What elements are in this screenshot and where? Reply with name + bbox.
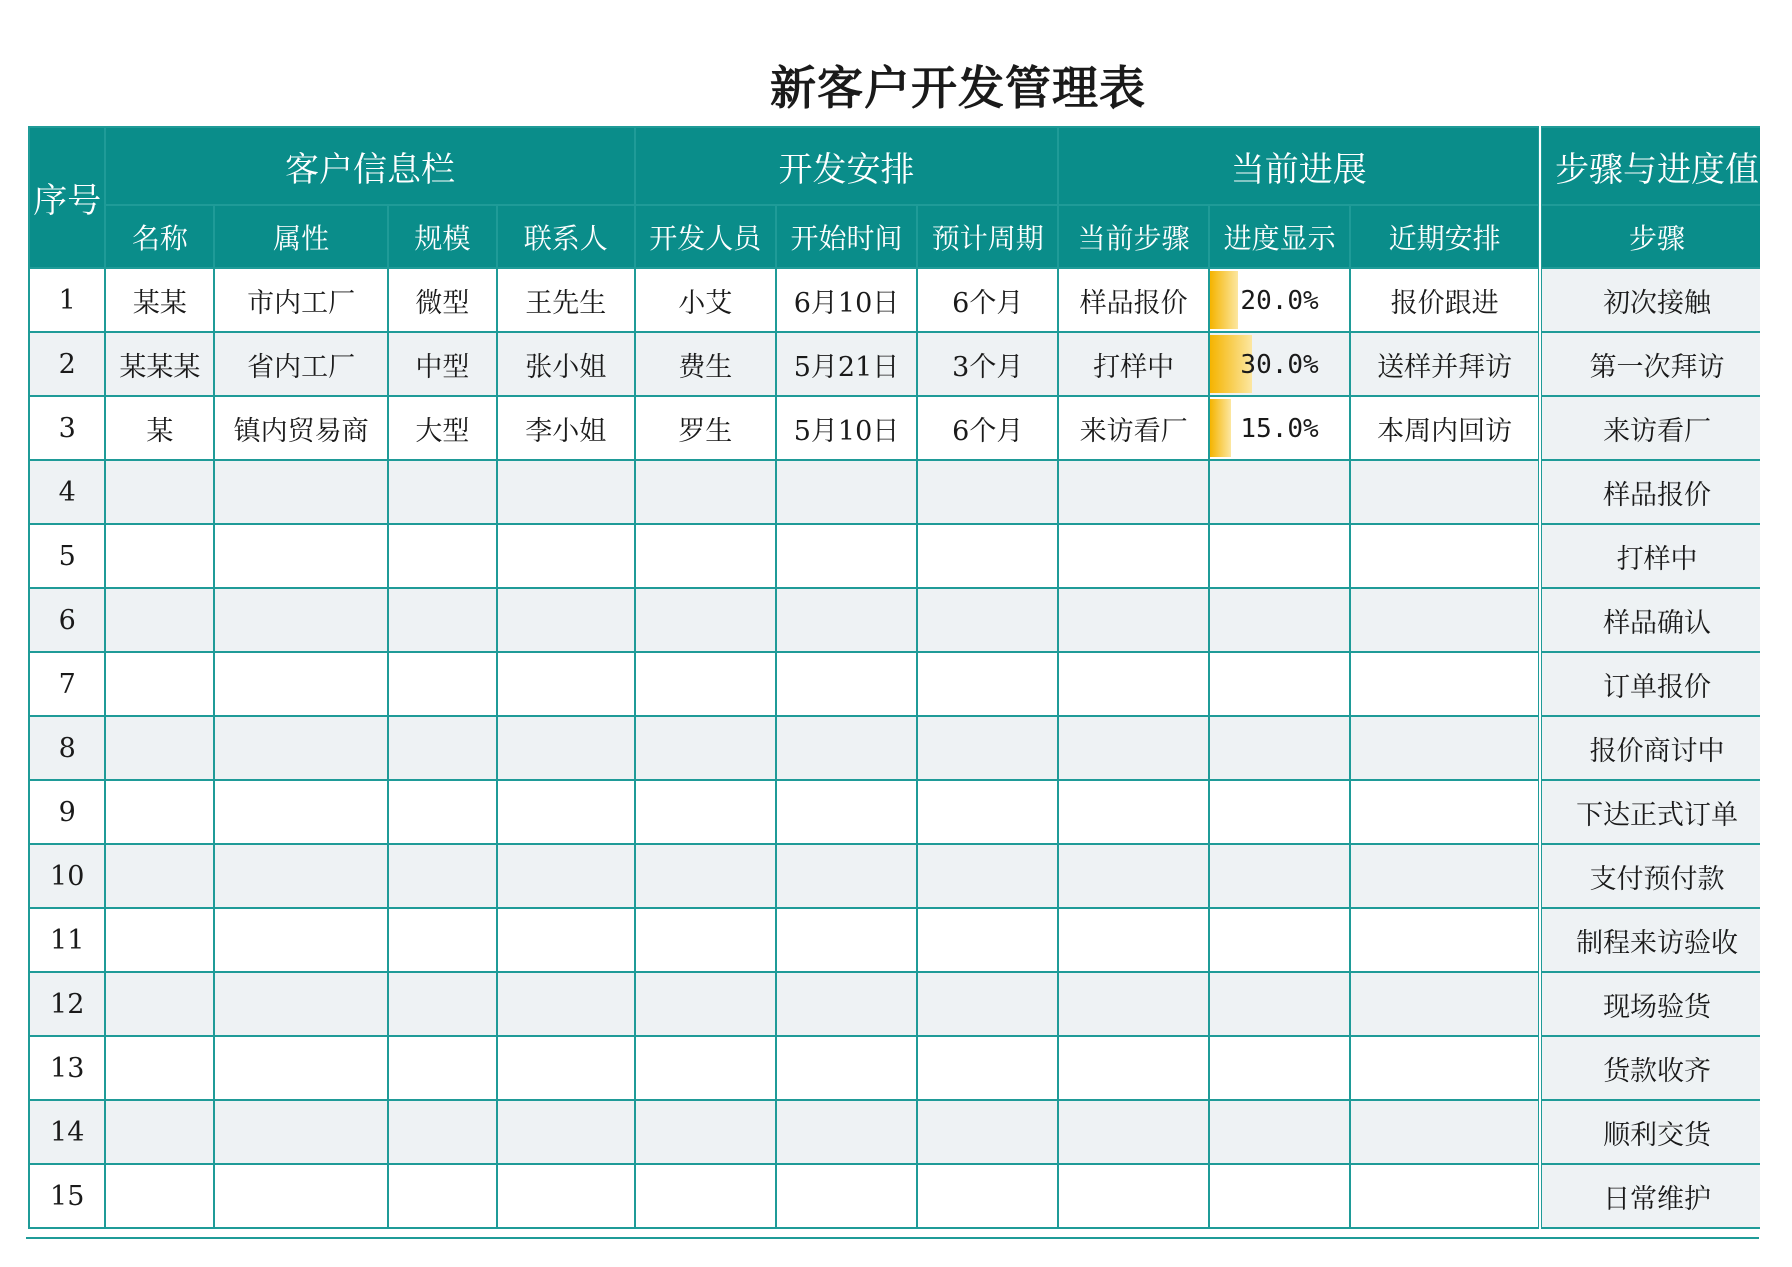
header-contact: 联系人 <box>497 205 635 268</box>
cell-attribute[interactable]: 市内工厂 <box>214 268 388 332</box>
cell-seq[interactable]: 5 <box>29 524 105 588</box>
cell-step[interactable]: 来访看厂 <box>1540 396 1760 460</box>
cell-attribute[interactable] <box>214 460 388 524</box>
cell-current-step[interactable] <box>1058 1036 1209 1100</box>
cell-contact[interactable] <box>497 524 635 588</box>
cell-attribute[interactable]: 镇内贸易商 <box>214 396 388 460</box>
header-step: 步骤 <box>1540 205 1760 268</box>
table-row <box>29 588 1760 652</box>
table-row <box>29 396 1760 460</box>
cell-contact[interactable] <box>497 588 635 652</box>
cell-attribute[interactable] <box>214 844 388 908</box>
cell-progress-display[interactable] <box>1209 268 1350 332</box>
cell-start-time[interactable] <box>776 908 917 972</box>
header-scale: 规模 <box>388 205 497 268</box>
cell-developer[interactable] <box>635 972 776 1036</box>
cell-scale[interactable] <box>388 588 497 652</box>
cell-cycle[interactable] <box>917 588 1058 652</box>
cell-recent-plan[interactable]: 报价跟进 <box>1350 268 1540 332</box>
cell-developer[interactable] <box>635 524 776 588</box>
cell-cycle[interactable] <box>917 524 1058 588</box>
cell-step[interactable]: 制程来访验收 <box>1540 908 1760 972</box>
header-group-progress: 当前进展 <box>1058 127 1540 205</box>
cell-start-time[interactable] <box>776 460 917 524</box>
cell-recent-plan[interactable] <box>1350 1100 1540 1164</box>
cell-step[interactable]: 下达正式订单 <box>1540 780 1760 844</box>
cell-current-step[interactable]: 打样中 <box>1058 332 1209 396</box>
header-developer: 开发人员 <box>635 205 776 268</box>
cell-scale[interactable] <box>388 908 497 972</box>
cell-seq[interactable]: 14 <box>29 1100 105 1164</box>
cell-contact[interactable]: 李小姐 <box>497 396 635 460</box>
cell-developer[interactable] <box>635 460 776 524</box>
cell-seq[interactable]: 8 <box>29 716 105 780</box>
cell-name[interactable] <box>105 652 214 716</box>
cell-start-time[interactable] <box>776 524 917 588</box>
table-row <box>29 1100 1760 1164</box>
cell-attribute[interactable] <box>214 1100 388 1164</box>
table-row <box>29 972 1760 1036</box>
cell-contact[interactable] <box>497 1100 635 1164</box>
header-group-steps: 步骤与进度值 <box>1540 127 1760 205</box>
cell-scale[interactable] <box>388 1036 497 1100</box>
progress-bar <box>1210 271 1238 329</box>
cell-name[interactable] <box>105 716 214 780</box>
cell-recent-plan[interactable]: 本周内回访 <box>1350 396 1540 460</box>
cell-cycle[interactable] <box>917 908 1058 972</box>
cell-developer[interactable]: 罗生 <box>635 396 776 460</box>
cell-recent-plan[interactable] <box>1350 1164 1540 1228</box>
progress-value: 20.0% <box>1240 285 1319 316</box>
table-row <box>29 716 1760 780</box>
cell-start-time[interactable] <box>776 972 917 1036</box>
cell-current-step[interactable] <box>1058 780 1209 844</box>
table-row <box>29 844 1760 908</box>
cell-developer[interactable] <box>635 1100 776 1164</box>
header-cycle: 预计周期 <box>917 205 1058 268</box>
cell-step[interactable]: 日常维护 <box>1540 1164 1760 1228</box>
cell-recent-plan[interactable] <box>1350 1036 1540 1100</box>
cell-start-time[interactable]: 5月10日 <box>776 396 917 460</box>
cell-name[interactable] <box>105 844 214 908</box>
cell-attribute[interactable] <box>214 1036 388 1100</box>
cell-current-step[interactable] <box>1058 588 1209 652</box>
cell-step[interactable]: 打样中 <box>1540 524 1760 588</box>
cell-scale[interactable]: 大型 <box>388 396 497 460</box>
cell-seq[interactable]: 7 <box>29 652 105 716</box>
cell-name[interactable] <box>105 972 214 1036</box>
cell-cycle[interactable] <box>917 652 1058 716</box>
cell-start-time[interactable] <box>776 844 917 908</box>
cell-recent-plan[interactable] <box>1350 460 1540 524</box>
customer-table <box>28 126 1760 1229</box>
cell-developer[interactable]: 小艾 <box>635 268 776 332</box>
cell-current-step[interactable] <box>1058 844 1209 908</box>
cell-contact[interactable] <box>497 1164 635 1228</box>
header-attribute: 属性 <box>214 205 388 268</box>
cell-progress-display[interactable] <box>1209 332 1350 396</box>
cell-attribute[interactable] <box>214 908 388 972</box>
cell-contact[interactable]: 王先生 <box>497 268 635 332</box>
cell-contact[interactable]: 张小姐 <box>497 332 635 396</box>
cell-scale[interactable] <box>388 1100 497 1164</box>
cell-current-step[interactable] <box>1058 1100 1209 1164</box>
cell-attribute[interactable] <box>214 1164 388 1228</box>
cell-progress-display[interactable] <box>1209 588 1350 652</box>
cell-step[interactable]: 货款收齐 <box>1540 1036 1760 1100</box>
cell-scale[interactable] <box>388 652 497 716</box>
table-row <box>29 268 1760 332</box>
progress-value: 15.0% <box>1240 413 1319 444</box>
cell-current-step[interactable] <box>1058 1164 1209 1228</box>
cell-cycle[interactable] <box>917 780 1058 844</box>
cell-name[interactable] <box>105 1100 214 1164</box>
header-group-dev-plan: 开发安排 <box>635 127 1059 205</box>
cell-step[interactable]: 支付预付款 <box>1540 844 1760 908</box>
cell-scale[interactable]: 中型 <box>388 332 497 396</box>
cell-scale[interactable] <box>388 716 497 780</box>
cell-recent-plan[interactable] <box>1350 844 1540 908</box>
cell-step[interactable]: 现场验货 <box>1540 972 1760 1036</box>
cell-step[interactable]: 顺利交货 <box>1540 1100 1760 1164</box>
cell-step[interactable]: 第一次拜访 <box>1540 332 1760 396</box>
cell-attribute[interactable] <box>214 716 388 780</box>
cell-attribute[interactable] <box>214 652 388 716</box>
cell-developer[interactable] <box>635 844 776 908</box>
cell-scale[interactable] <box>388 780 497 844</box>
cell-current-step[interactable] <box>1058 972 1209 1036</box>
header-recent-plan: 近期安排 <box>1350 205 1540 268</box>
cell-seq[interactable]: 4 <box>29 460 105 524</box>
progress-value: 30.0% <box>1240 349 1319 380</box>
cell-name[interactable]: 某 <box>105 396 214 460</box>
cell-seq[interactable]: 3 <box>29 396 105 460</box>
cell-start-time[interactable] <box>776 652 917 716</box>
cell-start-time[interactable] <box>776 1036 917 1100</box>
cell-cycle[interactable] <box>917 844 1058 908</box>
cell-progress-display[interactable] <box>1209 908 1350 972</box>
cell-scale[interactable] <box>388 972 497 1036</box>
progress-bar <box>1210 399 1231 457</box>
cell-recent-plan[interactable]: 送样并拜访 <box>1350 332 1540 396</box>
cell-progress-display[interactable] <box>1209 780 1350 844</box>
cell-recent-plan[interactable] <box>1350 908 1540 972</box>
cell-contact[interactable] <box>497 780 635 844</box>
cell-cycle[interactable] <box>917 716 1058 780</box>
cell-current-step[interactable]: 样品报价 <box>1058 268 1209 332</box>
cell-seq[interactable]: 11 <box>29 908 105 972</box>
cell-current-step[interactable] <box>1058 908 1209 972</box>
cell-current-step[interactable] <box>1058 524 1209 588</box>
cell-progress-display[interactable] <box>1209 716 1350 780</box>
cell-attribute[interactable] <box>214 588 388 652</box>
cell-current-step[interactable] <box>1058 652 1209 716</box>
table-bottom-border <box>26 1237 1759 1239</box>
cell-start-time[interactable]: 6月10日 <box>776 268 917 332</box>
table-row <box>29 524 1760 588</box>
cell-scale[interactable] <box>388 844 497 908</box>
table-row <box>29 908 1760 972</box>
table-row <box>29 1164 1760 1228</box>
cell-developer[interactable] <box>635 908 776 972</box>
cell-seq[interactable]: 1 <box>29 268 105 332</box>
cell-step[interactable]: 样品确认 <box>1540 588 1760 652</box>
cell-start-time[interactable] <box>776 716 917 780</box>
cell-scale[interactable] <box>388 524 497 588</box>
cell-recent-plan[interactable] <box>1350 716 1540 780</box>
table-row <box>29 460 1760 524</box>
cell-name[interactable] <box>105 460 214 524</box>
cell-step[interactable]: 订单报价 <box>1540 652 1760 716</box>
spreadsheet <box>28 126 1760 1236</box>
cell-cycle[interactable]: 6个月 <box>917 396 1058 460</box>
header-start-time: 开始时间 <box>776 205 917 268</box>
table-row <box>29 652 1760 716</box>
cell-step[interactable]: 报价商讨中 <box>1540 716 1760 780</box>
cell-cycle[interactable]: 3个月 <box>917 332 1058 396</box>
cell-contact[interactable] <box>497 908 635 972</box>
cell-scale[interactable] <box>388 460 497 524</box>
cell-start-time[interactable] <box>776 780 917 844</box>
cell-name[interactable]: 某某某 <box>105 332 214 396</box>
cell-developer[interactable] <box>635 1164 776 1228</box>
cell-current-step[interactable] <box>1058 716 1209 780</box>
cell-developer[interactable] <box>635 1036 776 1100</box>
cell-scale[interactable]: 微型 <box>388 268 497 332</box>
cell-start-time[interactable]: 5月21日 <box>776 332 917 396</box>
cell-attribute[interactable] <box>214 780 388 844</box>
header-current-step: 当前步骤 <box>1058 205 1209 268</box>
cell-cycle[interactable] <box>917 1036 1058 1100</box>
cell-current-step[interactable] <box>1058 460 1209 524</box>
table-row <box>29 332 1760 396</box>
cell-recent-plan[interactable] <box>1350 972 1540 1036</box>
cell-progress-display[interactable] <box>1209 1164 1350 1228</box>
page-title: 新客户开发管理表 <box>770 61 1146 115</box>
header-group-customer-info: 客户信息栏 <box>105 127 634 205</box>
cell-name[interactable] <box>105 588 214 652</box>
cell-developer[interactable] <box>635 780 776 844</box>
cell-cycle[interactable] <box>917 1100 1058 1164</box>
cell-cycle[interactable] <box>917 972 1058 1036</box>
cell-progress-display[interactable] <box>1209 524 1350 588</box>
cell-name[interactable] <box>105 1164 214 1228</box>
cell-current-step[interactable]: 来访看厂 <box>1058 396 1209 460</box>
cell-seq[interactable]: 15 <box>29 1164 105 1228</box>
cell-cycle[interactable] <box>917 460 1058 524</box>
cell-contact[interactable] <box>497 652 635 716</box>
cell-developer[interactable] <box>635 652 776 716</box>
cell-progress-display[interactable] <box>1209 396 1350 460</box>
cell-seq[interactable]: 12 <box>29 972 105 1036</box>
cell-name[interactable] <box>105 780 214 844</box>
cell-name[interactable]: 某某 <box>105 268 214 332</box>
table-row <box>29 1036 1760 1100</box>
cell-attribute[interactable] <box>214 972 388 1036</box>
cell-attribute[interactable] <box>214 524 388 588</box>
cell-seq[interactable]: 10 <box>29 844 105 908</box>
cell-progress-display[interactable] <box>1209 1100 1350 1164</box>
cell-recent-plan[interactable] <box>1350 524 1540 588</box>
cell-recent-plan[interactable] <box>1350 652 1540 716</box>
cell-progress-display[interactable] <box>1209 652 1350 716</box>
cell-scale[interactable] <box>388 1164 497 1228</box>
cell-seq[interactable]: 2 <box>29 332 105 396</box>
cell-attribute[interactable]: 省内工厂 <box>214 332 388 396</box>
cell-cycle[interactable]: 6个月 <box>917 268 1058 332</box>
cell-progress-display[interactable] <box>1209 460 1350 524</box>
header-progress-display: 进度显示 <box>1209 205 1350 268</box>
cell-seq[interactable]: 6 <box>29 588 105 652</box>
cell-name[interactable] <box>105 908 214 972</box>
cell-step[interactable]: 样品报价 <box>1540 460 1760 524</box>
cell-contact[interactable] <box>497 716 635 780</box>
cell-start-time[interactable] <box>776 1164 917 1228</box>
cell-contact[interactable] <box>497 1036 635 1100</box>
cell-developer[interactable] <box>635 588 776 652</box>
cell-developer[interactable] <box>635 716 776 780</box>
cell-step[interactable]: 初次接触 <box>1540 268 1760 332</box>
header-name: 名称 <box>105 205 214 268</box>
cell-contact[interactable] <box>497 972 635 1036</box>
cell-name[interactable] <box>105 524 214 588</box>
cell-progress-display[interactable] <box>1209 844 1350 908</box>
cell-recent-plan[interactable] <box>1350 588 1540 652</box>
cell-progress-display[interactable] <box>1209 1036 1350 1100</box>
cell-progress-display[interactable] <box>1209 972 1350 1036</box>
cell-name[interactable] <box>105 1036 214 1100</box>
cell-start-time[interactable] <box>776 588 917 652</box>
cell-contact[interactable] <box>497 844 635 908</box>
cell-recent-plan[interactable] <box>1350 780 1540 844</box>
cell-start-time[interactable] <box>776 1100 917 1164</box>
cell-contact[interactable] <box>497 460 635 524</box>
cell-seq[interactable]: 13 <box>29 1036 105 1100</box>
table-row <box>29 780 1760 844</box>
cell-developer[interactable]: 费生 <box>635 332 776 396</box>
header-seq: 序号 <box>29 127 105 268</box>
table-body <box>29 268 1760 1228</box>
cell-seq[interactable]: 9 <box>29 780 105 844</box>
cell-cycle[interactable] <box>917 1164 1058 1228</box>
